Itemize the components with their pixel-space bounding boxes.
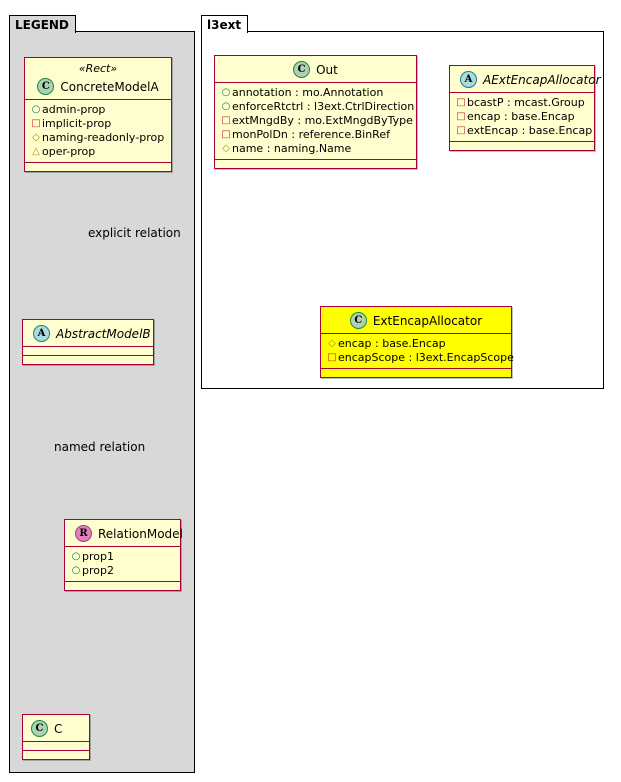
class-attribute <box>455 96 590 110</box>
attribute-label: prop2 <box>82 564 114 577</box>
class-methods <box>321 369 511 377</box>
class-header <box>23 715 89 741</box>
class-methods <box>215 160 416 168</box>
class-name: ConcreteModelA <box>60 79 159 94</box>
class-node-aextencapallocator[interactable] <box>449 65 601 151</box>
class-methods <box>450 142 594 150</box>
class-methods <box>25 163 171 171</box>
attribute-label: prop1 <box>82 550 114 563</box>
attribute-label: oper-prop <box>42 145 96 158</box>
visibility-protected-icon: △ <box>32 146 40 157</box>
class-attributes <box>65 547 180 581</box>
visibility-public-icon: ○ <box>71 565 81 576</box>
class-node-extencapallocator[interactable] <box>320 306 512 378</box>
attribute-label: encapScope : l3ext.EncapScope <box>338 351 514 364</box>
class-node-abstractmodelb[interactable] <box>22 319 154 365</box>
class-header <box>450 66 601 92</box>
attribute-label: encap : base.Encap <box>338 337 446 350</box>
attribute-label: admin-prop <box>42 103 106 116</box>
visibility-private-icon: □ <box>221 129 231 140</box>
visibility-private-icon: □ <box>327 352 337 363</box>
class-methods <box>23 356 153 364</box>
class-attribute <box>70 564 176 578</box>
class-header <box>215 56 416 82</box>
class-attribute <box>220 128 412 142</box>
visibility-private-icon: □ <box>31 118 41 129</box>
visibility-public-icon: ○ <box>221 87 231 98</box>
class-attributes <box>321 334 514 368</box>
class-name: C <box>54 721 63 736</box>
class-node-relationmodel[interactable] <box>64 519 181 591</box>
attribute-label: name : naming.Name <box>232 142 352 155</box>
class-header <box>321 307 511 333</box>
class-attribute <box>326 337 507 351</box>
attribute-label: naming-readonly-prop <box>42 131 165 144</box>
visibility-public-icon: ○ <box>31 104 41 115</box>
edge-label-explicit-relation: explicit relation <box>88 226 181 240</box>
visibility-package-icon: ◇ <box>222 143 230 154</box>
class-attribute <box>326 351 514 365</box>
class-name: AbstractModelB <box>56 326 151 341</box>
class-stereotype: «Rect» <box>78 62 118 75</box>
class-attributes <box>23 347 153 355</box>
class-methods <box>65 582 180 590</box>
attribute-label: implicit-prop <box>42 117 112 130</box>
class-attribute <box>30 117 167 131</box>
package-legend-label: LEGEND <box>9 15 76 33</box>
visibility-private-icon: □ <box>456 125 466 136</box>
class-header <box>65 520 183 546</box>
class-name: RelationModel <box>98 526 183 541</box>
edge-label-named-relation: named relation <box>54 440 146 454</box>
class-attribute <box>455 110 590 124</box>
package-l3ext-label: l3ext <box>201 15 248 33</box>
attribute-label: monPolDn : reference.BinRef <box>232 128 390 141</box>
attribute-label: encap : base.Encap <box>467 110 575 123</box>
class-node-concretemodela[interactable] <box>24 57 172 172</box>
class-attribute <box>220 142 412 156</box>
class-methods <box>23 751 89 759</box>
class-attributes <box>23 742 89 750</box>
abstract-class-circle-icon: A <box>33 325 50 342</box>
class-circle-icon: C <box>31 720 48 737</box>
attribute-label: extMngdBy : mo.ExtMngdByType <box>232 114 413 127</box>
visibility-private-icon: □ <box>221 115 231 126</box>
class-attribute <box>220 114 412 128</box>
class-node-c[interactable] <box>22 714 90 760</box>
relation-circle-icon: R <box>75 525 92 542</box>
class-circle-icon: C <box>293 61 310 78</box>
class-attribute <box>220 86 412 100</box>
class-attribute <box>30 131 167 145</box>
class-header <box>23 320 153 346</box>
class-attribute <box>455 124 593 138</box>
class-name: Out <box>316 62 338 77</box>
class-attributes <box>215 83 416 159</box>
class-circle-icon: C <box>350 312 367 329</box>
attribute-label: enforceRtctrl : l3ext.CtrlDirection <box>232 100 415 113</box>
class-attribute <box>30 145 167 159</box>
visibility-public-icon: ○ <box>221 101 231 112</box>
attribute-label: extEncap : base.Encap <box>467 124 593 137</box>
class-attributes <box>25 100 171 162</box>
class-name: AExtEncapAllocator <box>483 72 601 87</box>
visibility-package-icon: ◇ <box>32 132 40 143</box>
visibility-private-icon: □ <box>456 111 466 122</box>
class-node-out[interactable] <box>214 55 417 169</box>
attribute-label: bcastP : mcast.Group <box>467 96 585 109</box>
visibility-package-icon: ◇ <box>328 338 336 349</box>
visibility-public-icon: ○ <box>71 551 81 562</box>
attribute-label: annotation : mo.Annotation <box>232 86 384 99</box>
class-name: ExtEncapAllocator <box>372 313 483 328</box>
abstract-class-circle-icon: A <box>460 71 477 88</box>
class-attribute <box>70 550 176 564</box>
class-attribute <box>220 100 415 114</box>
class-attributes <box>450 93 594 141</box>
class-attribute <box>30 103 167 117</box>
visibility-private-icon: □ <box>456 97 466 108</box>
class-header <box>25 73 171 99</box>
class-circle-icon: C <box>37 78 54 95</box>
